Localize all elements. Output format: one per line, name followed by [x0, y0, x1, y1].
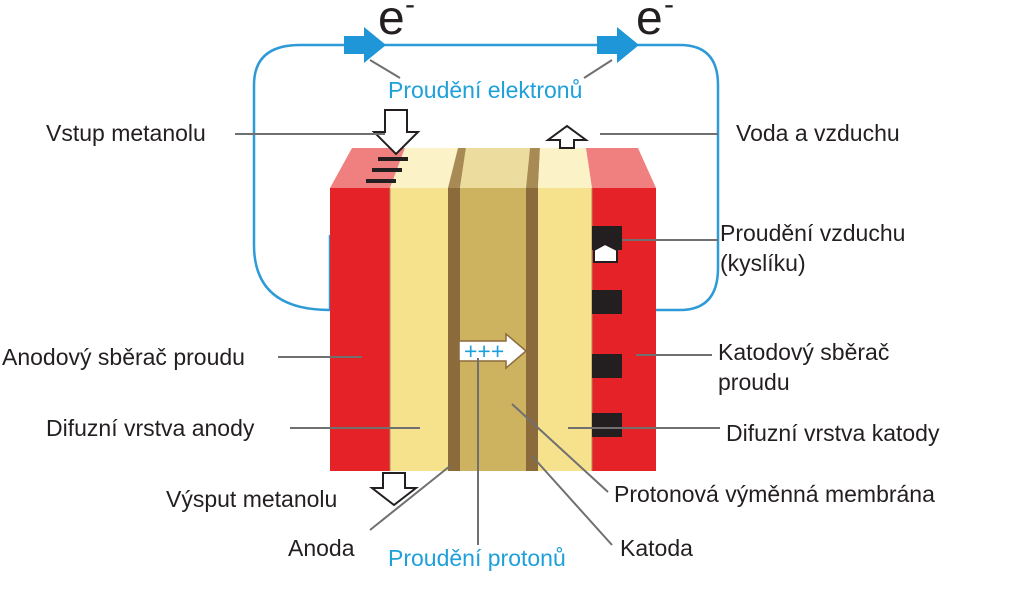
- label-water-air: Voda a vzduchu: [736, 120, 900, 146]
- label-air-flow: Proudění vzduchu: [720, 220, 906, 246]
- label-electron-flow: Proudění elektronů: [388, 77, 583, 103]
- electron-charge: -: [664, 0, 674, 21]
- label-anode: Anoda: [288, 535, 355, 561]
- label-cathode-collector-2: proudu: [718, 369, 790, 395]
- electron-arrow-icon: [597, 27, 639, 63]
- label-cathode: Katoda: [620, 535, 693, 561]
- membrane-top: [460, 148, 530, 188]
- cathode-diffusion-top: [538, 148, 592, 188]
- label-anode-diffusion: Difuzní vrstva anody: [46, 415, 255, 441]
- label-membrane: Protonová výměnná membrána: [614, 481, 935, 507]
- cathode: [526, 188, 538, 471]
- label-air-flow-oxygen: (kyslíku): [720, 250, 806, 276]
- label-proton-flow: Proudění protonů: [388, 545, 566, 571]
- proton-exchange-membrane: [460, 188, 526, 471]
- label-cathode-diffusion: Difuzní vrstva katody: [726, 420, 940, 446]
- methanol-inlet-arrow-icon: [374, 110, 418, 154]
- electron-symbol: e: [378, 0, 405, 45]
- electron-charge: -: [405, 0, 415, 21]
- label-anode-collector: Anodový sběrač proudu: [2, 344, 245, 370]
- label-methanol-outlet: Výsput metanolu: [166, 486, 338, 512]
- electron-symbol: e: [636, 0, 663, 45]
- label-cathode-collector: Katodový sběrač: [718, 339, 890, 365]
- methanol-outlet-arrow-icon: [372, 473, 416, 505]
- cathode-collector-top: [586, 148, 656, 188]
- label-methanol-inlet: Vstup metanolu: [46, 120, 206, 146]
- proton-symbol: +++: [464, 338, 505, 364]
- anode: [448, 188, 460, 471]
- water-outlet-arrow-icon: [548, 126, 586, 148]
